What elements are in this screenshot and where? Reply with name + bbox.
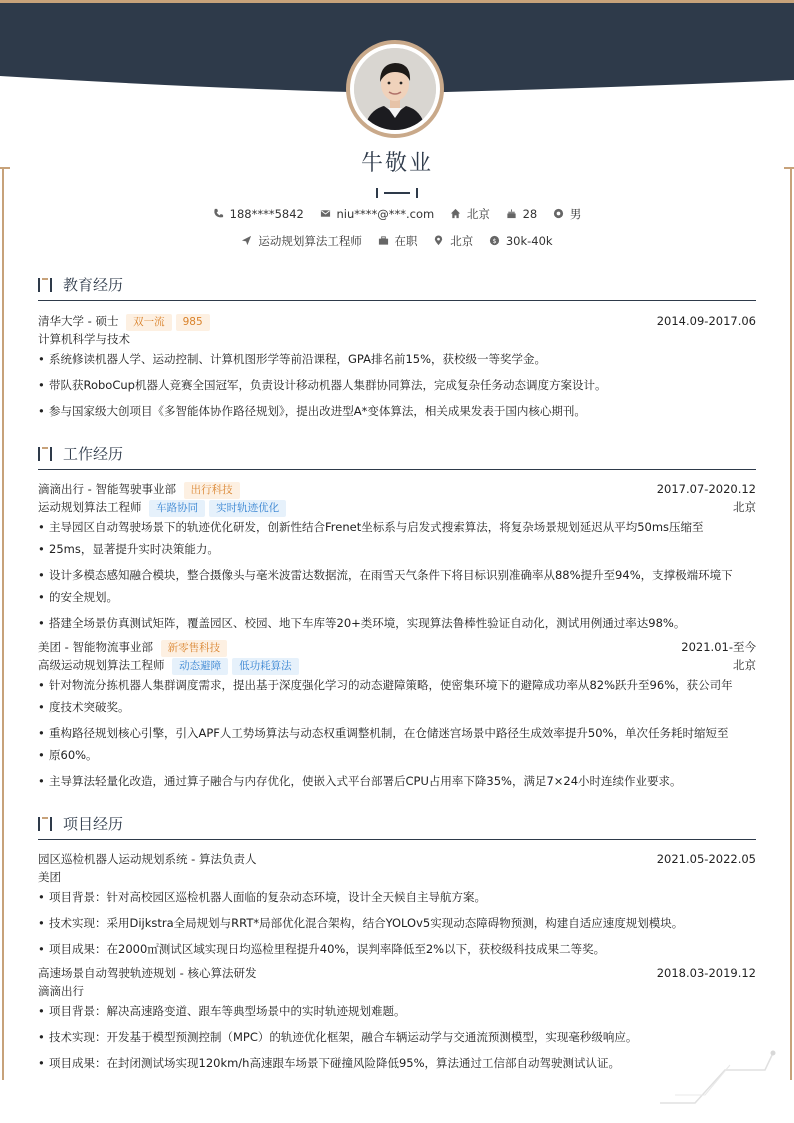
section-rule (38, 300, 756, 301)
left-border-line (2, 168, 4, 1080)
project-header-row (38, 964, 756, 982)
project-org: 美团 (38, 870, 61, 884)
section-marker-icon (38, 817, 52, 831)
job-bullet: • 针对物流分拣机器人集群调度需求，提出基于深度强化学习的动态避障策略，使密集环境下的避障成功率从82%跃升至96%，获公司年 (38, 674, 756, 696)
section-rule (38, 469, 756, 470)
company-tag: 新零售科技 (161, 640, 228, 657)
cake-icon (506, 208, 517, 219)
job-position-row (38, 498, 756, 516)
job-location: 北京 (733, 658, 756, 672)
job-bullet: • 搭建全场景仿真测试矩阵，覆盖园区、校园、地下车库等20+类环境，实现算法鲁棒性验证自动化，测试用例通过率达98%。 (38, 612, 756, 634)
project-name: 高速场景自动驾驶轨迹规划 - 核心算法研发 (38, 966, 257, 980)
name-divider (376, 183, 418, 193)
job-bullet-cont (38, 744, 756, 766)
education-title: 教育经历 (63, 276, 124, 294)
phone-text: 188****5842 (229, 207, 304, 221)
job-location: 北京 (733, 500, 756, 514)
job-position-row (38, 656, 756, 674)
target-role-item (241, 233, 362, 249)
project-org-row (38, 982, 756, 1000)
position-tag: 动态避障 (172, 658, 228, 675)
job-bullet: • 重构路径规划核心引擎，引入APF人工势场算法与动态权重调整机制，在仓储迷宫场景中路径生成效率提升50%，单次任务耗时缩短至 (38, 722, 756, 744)
job-company-row (38, 638, 756, 656)
email-item (320, 207, 435, 221)
mail-icon (320, 208, 331, 219)
email-text: niu****@***.com (336, 207, 435, 221)
phone-icon (213, 208, 224, 219)
section-rule (38, 839, 756, 840)
briefcase-icon (378, 235, 389, 246)
education-period: 2014.09-2017.06 (656, 314, 756, 328)
school-tag: 双一流 (126, 314, 172, 331)
project-name: 园区巡检机器人运动规划系统 - 算法负责人 (38, 852, 257, 866)
job-bullet: • 设计多模态感知融合模块，整合摄像头与毫米波雷达数据流，在雨雪天气条件下将目标识别准确率从88%提升至94%，支撑极端环境下 (38, 564, 756, 586)
education-bullet: • 系统修读机器人学、运动控制、计算机图形学等前沿课程，GPA排名前15%，获校级一等奖学金。 (38, 348, 756, 370)
target-role-text: 运动规划算法工程师 (258, 234, 362, 248)
project-org-row (38, 868, 756, 886)
salary-text: 30k-40k (505, 234, 553, 248)
job-company: 滴滴出行 - 智能驾驶事业部 (38, 482, 176, 496)
job-bullet-cont-text: 原60%。 (49, 748, 98, 762)
position-tag: 实时轨迹优化 (209, 500, 286, 517)
svg-text:$: $ (492, 236, 497, 245)
target-city-item (433, 233, 473, 249)
projects-section-header (38, 813, 756, 843)
education-bullet: • 带队获RoboCup机器人竞赛全国冠军，负责设计移动机器人集群协同算法，完成复杂任务动态调度方案设计。 (38, 374, 756, 396)
job-position: 高级运动规划算法工程师 (38, 658, 165, 672)
section-marker-icon (38, 278, 52, 292)
position-tag: 低功耗算法 (232, 658, 299, 675)
salary-item (489, 234, 553, 248)
school-tag: 985 (176, 314, 210, 331)
project-bullet: • 项目背景：针对高校园区巡检机器人面临的复杂动态环境，设计全天候自主导航方案。 (38, 886, 756, 908)
position-tag: 车路协同 (149, 500, 205, 517)
job-bullet-cont (38, 538, 756, 560)
company-tag: 出行科技 (184, 482, 240, 499)
right-border-line (790, 168, 792, 1080)
status-text: 在职 (394, 234, 418, 248)
education-bullet: • 参与国家级大创项目《多智能体协作路径规划》，提出改进型A*变体算法，相关成果发表于国内核心期刊。 (38, 400, 756, 422)
project-header-row (38, 850, 756, 868)
status-item (378, 233, 418, 249)
project-org: 滴滴出行 (38, 984, 84, 998)
section-marker-icon (38, 447, 52, 461)
home-icon (450, 208, 461, 219)
job-bullet-cont-text: 度技术突破奖。 (49, 700, 130, 714)
gender-item (553, 206, 582, 222)
location-icon (433, 235, 444, 246)
job-bullet-cont (38, 696, 756, 718)
job-period: 2021.01-至今 (681, 640, 756, 654)
education-major-row (38, 330, 756, 348)
contact-info-row (0, 206, 794, 222)
phone-item (213, 207, 304, 221)
job-bullet-cont-text: 25ms，显著提升实时决策能力。 (49, 542, 219, 556)
education-major: 计算机科学与技术 (38, 332, 130, 346)
job-intent-row (0, 233, 794, 249)
work-section-header (38, 443, 756, 473)
project-period: 2018.03-2019.12 (656, 966, 756, 980)
job-company-row (38, 480, 756, 498)
job-position: 运动规划算法工程师 (38, 500, 142, 514)
education-header-row (38, 312, 756, 330)
avatar-photo (354, 48, 436, 130)
city-item (450, 206, 490, 222)
corner-decoration (655, 1045, 780, 1110)
job-bullet: • 主导算法轻量化改造，通过算子融合与内存优化，使嵌入式平台部署后CPU占用率下降35%，满足7×24小时连续作业要求。 (38, 770, 756, 792)
city-text: 北京 (466, 207, 490, 221)
job-bullet: • 主导园区自动驾驶场景下的轨迹优化研发，创新性结合Frenet坐标系与启发式搜索算法，将复杂场景规划延迟从平均50ms压缩至 (38, 516, 756, 538)
project-bullet: • 项目成果：在2000㎡测试区域实现日均巡检里程提升40%，误判率降低至2%以下，获校级科技成果二等奖。 (38, 938, 756, 960)
age-item (506, 207, 538, 221)
money-icon (489, 235, 500, 246)
gender-text: 男 (569, 207, 582, 221)
work-title: 工作经历 (63, 445, 124, 463)
project-bullet: • 项目成果：在封闭测试场实现120km/h高速跟车场景下碰撞风险降低95%，算法通过工信部自动驾驶测试认证。 (38, 1052, 756, 1074)
project-bullet: • 技术实现：开发基于模型预测控制（MPC）的轨迹优化框架，融合车辆运动学与交通流预测模型，实现毫秒级响应。 (38, 1026, 756, 1048)
job-bullet-cont (38, 586, 756, 608)
candidate-name: 牛敬业 (360, 151, 433, 176)
avatar (346, 40, 444, 138)
school-degree: 清华大学 - 硕士 (38, 314, 119, 328)
gender-icon (553, 208, 564, 219)
job-company: 美团 - 智能物流事业部 (38, 640, 153, 654)
age-text: 28 (522, 207, 538, 221)
projects-title: 项目经历 (63, 815, 124, 833)
send-icon (241, 235, 252, 246)
target-city-text: 北京 (450, 234, 474, 248)
job-bullet-cont-text: 的安全规划。 (49, 590, 118, 604)
project-period: 2021.05-2022.05 (656, 852, 756, 866)
project-bullet: • 项目背景：解决高速路变道、跟车等典型场景中的实时轨迹规划难题。 (38, 1000, 756, 1022)
education-section-header (38, 274, 756, 304)
project-bullet: • 技术实现：采用Dijkstra全局规划与RRT*局部优化混合架构，结合YOLOv5实现动态障碍物预测，构建自适应速度规划模块。 (38, 912, 756, 934)
job-period: 2017.07-2020.12 (656, 482, 756, 496)
